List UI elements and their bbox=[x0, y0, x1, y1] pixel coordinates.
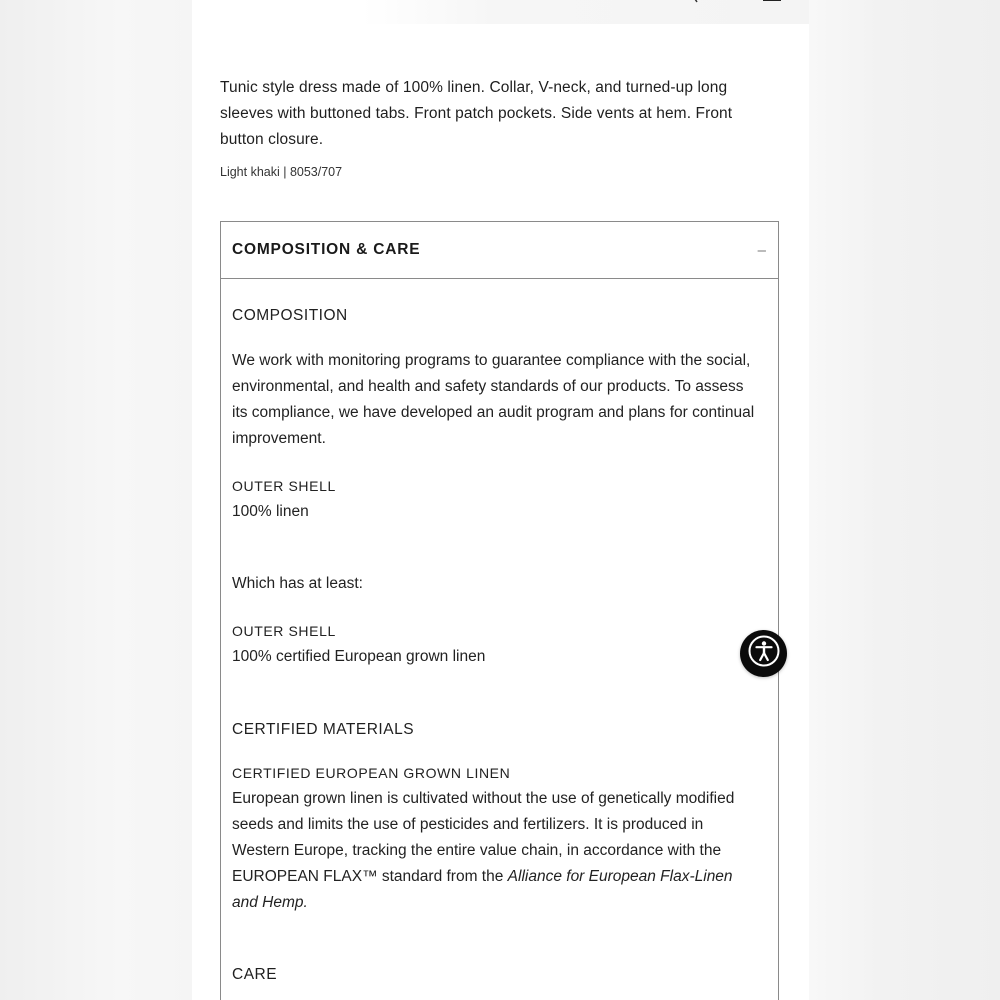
composition-text: We work with monitoring programs to guarantee compliance with the social, environmental, and health and safety standards of our products. To assess its compliance, we have developed an audit program and plans for continual improvement. bbox=[232, 352, 755, 447]
collapse-icon[interactable]: – bbox=[757, 241, 766, 259]
at-least-text: Which has at least: bbox=[232, 575, 363, 592]
product-description: Tunic style dress made of 100% linen. Collar, V-neck, and turned-up long sleeves with buttoned tabs. Front patch pockets. Side vents at hem. Front button closure. bbox=[220, 79, 733, 148]
search-icon[interactable] bbox=[687, 0, 705, 4]
bag-icon[interactable] bbox=[763, 0, 781, 1]
product-detail-panel bbox=[192, 0, 809, 1000]
outer-shell-label-certified: OUTER SHELL bbox=[232, 623, 336, 639]
product-color-reference: Light khaki | 8053/707 bbox=[220, 165, 343, 179]
accessibility-icon bbox=[747, 634, 781, 673]
certified-text-end: . bbox=[303, 894, 308, 911]
care-heading: CARE bbox=[232, 966, 278, 983]
certified-linen-text bbox=[232, 786, 762, 916]
accordion-header[interactable] bbox=[221, 222, 778, 279]
outer-shell-value: 100% linen bbox=[232, 503, 309, 520]
composition-heading: COMPOSITION bbox=[232, 307, 348, 324]
header-icons bbox=[687, 0, 781, 4]
certified-text-main: European grown linen is cultivated without the use of genetically modified seeds and limits the use of pesticides and fertilizers. It is produced in Western Europe, tracking the entire value chain, in accordance with the EUROPEAN FLAX™ standard from the bbox=[232, 790, 735, 885]
outer-shell-value-certified: 100% certified European grown linen bbox=[232, 648, 486, 665]
accordion-title: COMPOSITION & CARE bbox=[232, 241, 421, 258]
outer-shell-label: OUTER SHELL bbox=[232, 478, 336, 494]
certified-linen-label: CERTIFIED EUROPEAN GROWN LINEN bbox=[232, 765, 511, 781]
certified-text-alliance: Alliance for European Flax-Linen and Hemp bbox=[232, 868, 733, 911]
accessibility-button[interactable] bbox=[740, 630, 787, 677]
header-strip bbox=[362, 0, 809, 24]
certified-materials-heading: CERTIFIED MATERIALS bbox=[232, 721, 415, 738]
composition-care-accordion bbox=[220, 221, 779, 1000]
user-icon[interactable] bbox=[725, 0, 743, 4]
